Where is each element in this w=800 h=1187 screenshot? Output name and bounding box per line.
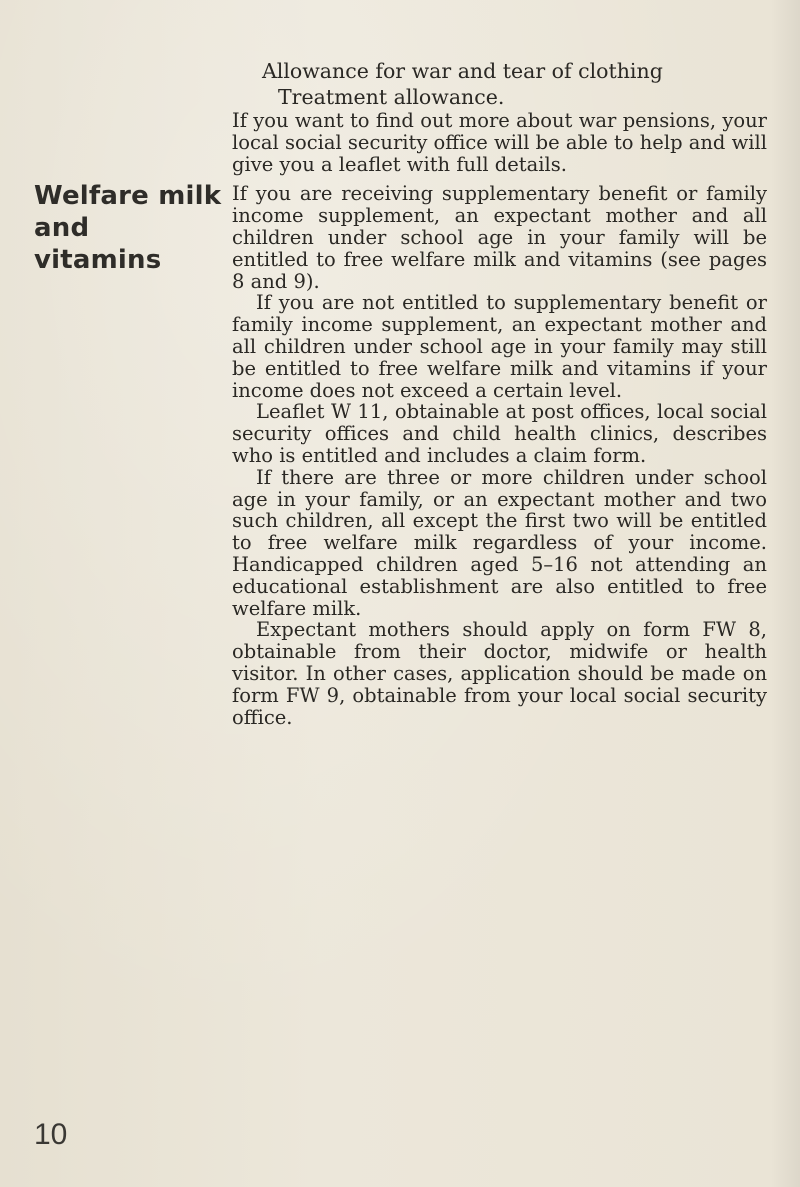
section-heading-line-3: vitamins — [34, 245, 162, 275]
page-number: 10 — [34, 1118, 68, 1151]
paragraph-supplementary-benefit: If you are receiving supplementary benefit or family income supplement, an expectant mother and all children under school age in your family will be entitled to free welfare milk and vitamins (see pages 8 and 9). — [232, 182, 767, 293]
list-item-clothing-allowance: Allowance for war and tear of clothing — [262, 59, 663, 83]
paragraph-war-pensions: If you want to find out more about war pensions, your local social security office will be able to help and will give you a leaflet with full details. — [232, 109, 768, 176]
body-text — [232, 110, 767, 728]
list-item-treatment-allowance: Treatment allowance. — [278, 85, 505, 109]
section-heading-line-2: and — [34, 213, 90, 243]
section-heading-line-1: Welfare milk — [34, 181, 222, 211]
paragraph-not-entitled: If you are not entitled to supplementary benefit or family income supplement, an expectant mother and all children under school age in your family may still be entitled to free welfare milk and vitamins if your income does not exceed a certain level. — [232, 291, 767, 402]
continued-list — [232, 58, 663, 110]
paragraph-three-children: If there are three or more children under school age in your family, or an expectant mother and two such children, all except the first two will be entitled to free welfare milk regardless of your income. Handicapped children aged 5–16 not attending an educational establishment are also entitled to free welfare milk. — [232, 465, 767, 620]
page-fold-shadow — [770, 0, 800, 1187]
paragraph-leaflet: Leaflet W 11, obtainable at post offices, local social security offices and child health clinics, describes who is entitled and includes a claim form. — [232, 400, 767, 467]
paragraph-application-forms: Expectant mothers should apply on form FW 8, obtainable from their doctor, midwife or health visitor. In other cases, application should be made on form FW 9, obtainable from your local social security office. — [232, 618, 767, 729]
section-heading — [34, 180, 222, 276]
